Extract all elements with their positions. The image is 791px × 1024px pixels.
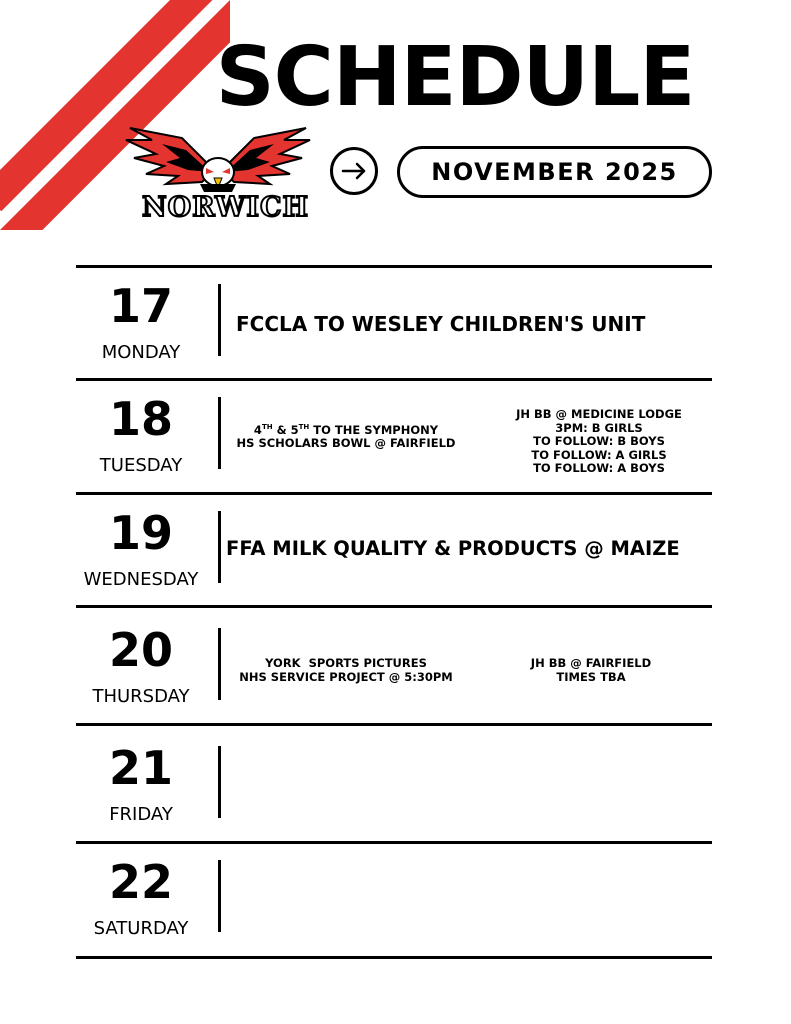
- divider: [76, 723, 712, 726]
- page-title: SCHEDULE: [215, 30, 695, 125]
- day-name: FRIDAY: [109, 804, 173, 825]
- event-line: 3PM: B GIRLS: [555, 420, 643, 435]
- day-row-friday: [76, 730, 712, 841]
- day-row-wednesday: [76, 495, 712, 606]
- event-text-part: 4: [253, 422, 262, 437]
- vertical-divider: [218, 628, 221, 700]
- event-line: TIMES TBA: [556, 669, 626, 684]
- event-line: TO FOLLOW: B BOYS: [533, 434, 665, 449]
- day-number: 20: [108, 623, 173, 677]
- event-line: YORK SPORTS PICTURES: [265, 656, 427, 670]
- event-line: JH BB @ FAIRFIELD: [530, 656, 652, 670]
- month-label: NOVEMBER 2025: [397, 146, 712, 198]
- event-line: NHS SERVICE PROJECT @ 5:30PM: [239, 669, 453, 684]
- event-text: FFA MILK QUALITY & PRODUCTS @ MAIZE: [226, 537, 680, 560]
- vertical-divider: [218, 746, 221, 818]
- day-name: THURSDAY: [92, 686, 190, 707]
- day-row-tuesday: [76, 381, 712, 492]
- day-number: 21: [108, 741, 173, 795]
- day-name: WEDNESDAY: [83, 569, 199, 590]
- vertical-divider: [218, 284, 221, 356]
- event-column-right: [496, 657, 686, 684]
- arrow-right-icon: [333, 150, 375, 192]
- day-name: TUESDAY: [99, 455, 183, 476]
- event-line: [236, 421, 456, 437]
- day-row-monday: [76, 268, 712, 379]
- superscript: TH: [298, 423, 310, 431]
- vertical-divider: [218, 397, 221, 469]
- day-name: MONDAY: [101, 342, 181, 363]
- logo-text: NORWICH: [142, 192, 309, 223]
- day-row-thursday: [76, 612, 712, 723]
- event-text: FCCLA TO WESLEY CHILDREN'S UNIT: [236, 312, 646, 336]
- event-line: TO FOLLOW: A BOYS: [533, 461, 665, 476]
- day-name: SATURDAY: [93, 918, 189, 939]
- norwich-eagle-logo: [122, 118, 314, 228]
- event-column-right: [496, 408, 702, 476]
- arrow-right-button[interactable]: [330, 147, 378, 195]
- event-line: TO FOLLOW: A GIRLS: [531, 447, 667, 462]
- vertical-divider: [218, 860, 221, 932]
- day-number: 18: [108, 392, 173, 446]
- day-number: 19: [108, 506, 173, 560]
- event-column-left: [226, 657, 466, 684]
- vertical-divider: [218, 511, 221, 583]
- event-line: HS SCHOLARS BOWL @ FAIRFIELD: [236, 436, 456, 451]
- day-row-saturday: [76, 844, 712, 955]
- divider: [76, 956, 712, 959]
- event-column-left: [236, 421, 456, 451]
- superscript: TH: [261, 423, 273, 431]
- event-text-part: & 5: [272, 422, 299, 437]
- event-line: JH BB @ MEDICINE LODGE: [516, 407, 682, 421]
- event-text-part: TO THE SYMPHONY: [309, 422, 439, 437]
- day-number: 17: [108, 279, 173, 333]
- day-number: 22: [108, 855, 173, 909]
